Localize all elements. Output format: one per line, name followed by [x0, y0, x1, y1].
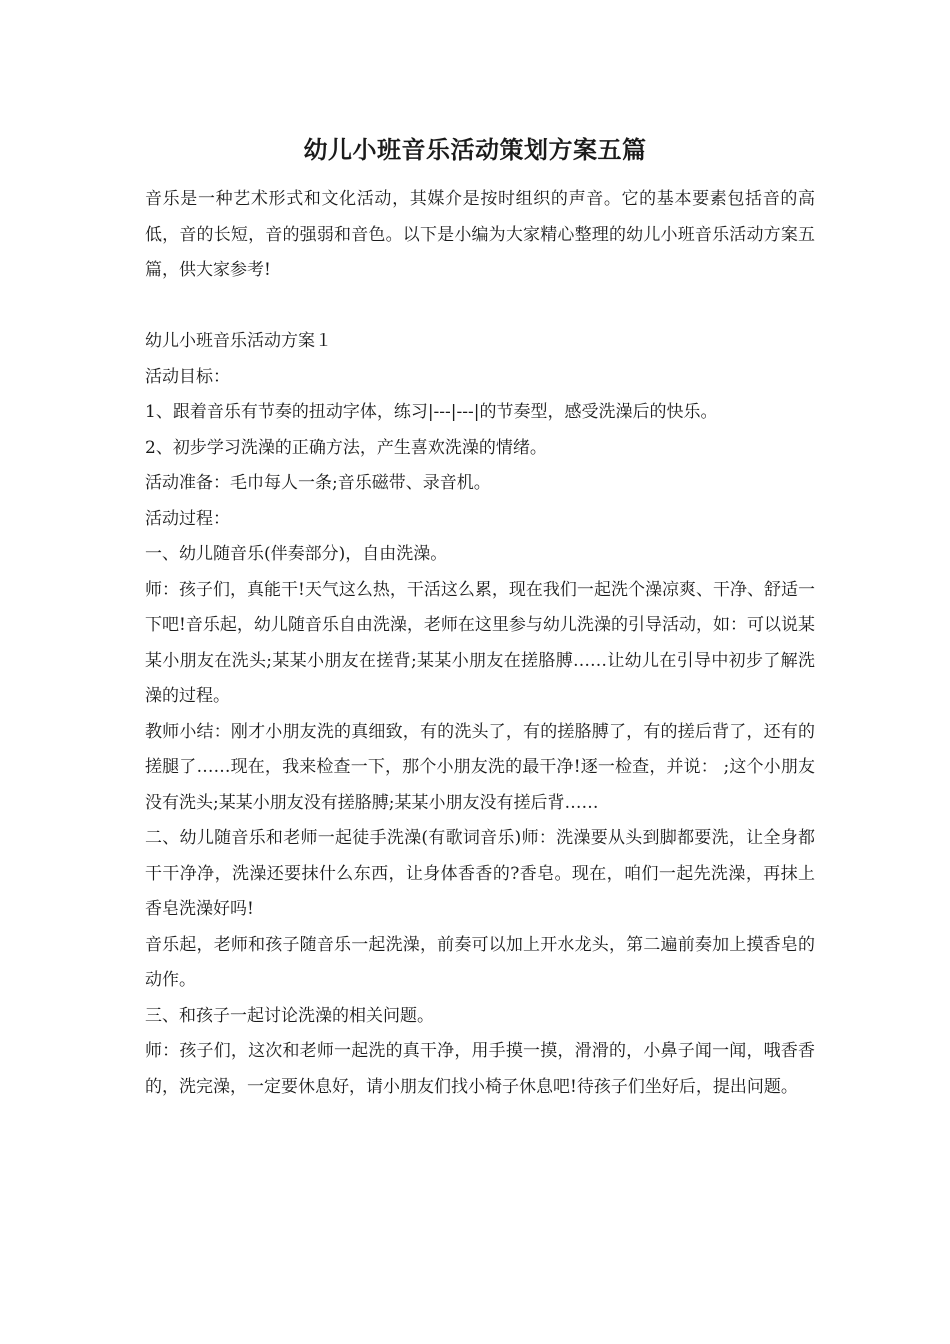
music-start-paragraph: 音乐起，老师和孩子随音乐一起洗澡，前奏可以加上开水龙头，第二遍前奏加上摸香皂的动作。 — [145, 934, 815, 990]
goal-item-2: 2、初步学习洗澡的正确方法，产生喜欢洗澡的情绪。 — [145, 437, 547, 458]
section-heading: 幼儿小班音乐活动方案１ — [145, 331, 332, 351]
document-body — [145, 182, 815, 1105]
step-3-heading: 三、和孩子一起讨论洗澡的相关问题。 — [145, 1005, 434, 1026]
intro-paragraph: 音乐是一种艺术形式和文化活动，其媒介是按时组织的声音。它的基本要素包括音的高低，音的长短，音的强弱和音色。以下是小编为大家精心整理的幼儿小班音乐活动方案五篇，供大家参考! — [145, 189, 815, 280]
activity-preparation: 活动准备：毛巾每人一条;音乐磁带、录音机。 — [145, 473, 491, 493]
activity-process-label: 活动过程： — [145, 508, 230, 529]
goal-item-1: 1、跟着音乐有节奏的扭动字体，练习|---|---|的节奏型，感受洗澡后的快乐。 — [145, 402, 718, 422]
step-3-teacher-dialogue: 师：孩子们，这次和老师一起洗的真干净，用手摸一摸，滑滑的，小鼻子闻一闻，哦香香的，洗完澡，一定要休息好，请小朋友们找小椅子休息吧!待孩子们坐好后，提出问题。 — [145, 1041, 815, 1097]
blank-line — [145, 289, 815, 325]
document-title: 幼儿小班音乐活动策划方案五篇 — [303, 135, 647, 164]
step-1-teacher-dialogue: 师：孩子们，真能干!天气这么热，干活这么累，现在我们一起洗个澡凉爽、干净、舒适一下吧!音乐起，幼儿随音乐自由洗澡，老师在这里参与幼儿洗澡的引导活动，如：可以说某某小朋友在洗头;某某小朋友在搓背;某某小朋友在搓胳膊……让幼儿在引导中初步了解洗澡的过程。 — [145, 579, 815, 706]
teacher-summary: 教师小结：刚才小朋友洗的真细致，有的洗头了，有的搓胳膊了，有的搓后背了，还有的搓腿了……现在，我来检查一下，那个小朋友洗的最干净!逐一检查，并说： ;这个小朋友没有洗头;某某小朋友没有搓胳膊;某某小朋友没有搓后背…… — [145, 721, 815, 813]
activity-goal-label: 活动目标： — [145, 366, 230, 387]
step-2-paragraph: 二、幼儿随音乐和老师一起徒手洗澡(有歌词音乐)师：洗澡要从头到脚都要洗，让全身都干干净净，洗澡还要抹什么东西，让身体香香的?香皂。现在，咱们一起先洗澡，再抹上香皂洗澡好吗! — [145, 828, 815, 919]
step-1-heading: 一、幼儿随音乐(伴奏部分)，自由洗澡。 — [145, 544, 448, 564]
